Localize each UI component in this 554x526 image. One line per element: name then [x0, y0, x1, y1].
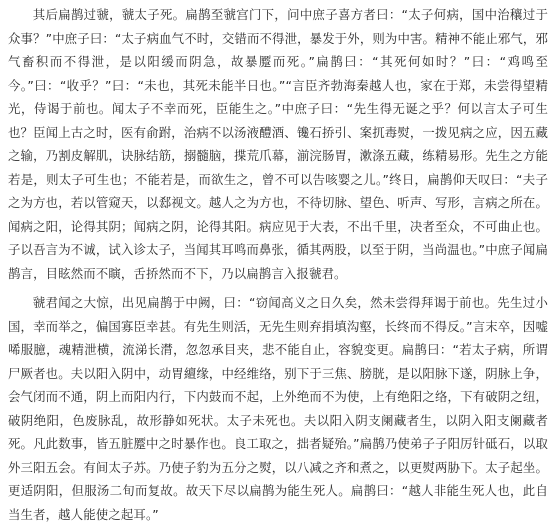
- paragraph-1: 其后扁鹊过虢，虢太子死。扁鹊至虢宫门下，问中庶子喜方者曰：“太子何病，国中治穰过于众事？”中庶子曰：“太子病血气不时，交错而不得泄，暴发于外，则为中害。精神不能止邪气，邪气畜积而不得泄，是以阳缓而阴急，故暴蹷而死。”扁鹊曰：“其死何如时？”曰：“鸡鸣至今。”曰：“收乎？”曰：“未也，其死未能半日也。”“言臣齐勃海秦越人也，家在于郑，未尝得望精光，侍谒于前也。闻太子不幸而死，臣能生之。”中庶子曰：“先生得无诞之乎？何以言太子可生也？臣闻上古之时，医有俞跗，治病不以汤液醴酒、镵石挢引、案扤毒熨，一拨见病之应，因五藏之输，乃割皮解肌，诀脉结筋，搦髓脑，揲荒爪幕，湔浣肠胃，漱涤五藏，练精易形。先生之方能若是，则太子可生也；不能若是，而欲生之，曾不可以告咳婴之儿。”终日，扁鹊仰天叹曰：“夫子之为方也，若以管窥天，以郄视文。越人之为方也，不待切脉、望色、听声、写形，言病之所在。闻病之阳，论得其阴；闻病之阴，论得其阳。病应见于大表，不出千里，决者至众，不可曲止也。子以吾言为不诚，试入诊太子，当闻其耳鸣而鼻张，循其两股，以至于阴，当尚温也。”中庶子闻扁鹊言，目眩然而不瞚，舌挢然而不下，乃以扁鹊言入报虢君。: [8, 7, 548, 281]
- paragraph-2: 虢君闻之大惊，出见扁鹊于中阙，曰：“窃闻高义之日久矣，然未尝得拜谒于前也。先生过小国，幸而举之，偏国寡臣幸甚。有先生则活，无先生则弃捐填沟壑，长终而不得反。”言末卒，因嘘唏服臆，魂精泄横，流涕长潸，忽忽承目夹，悲不能自止，容貌变更。扁鹊曰：“若太子病，所谓尸厥者也。夫以阳入阴中，动胃繵缘，中经维络，别下于三焦、膀胱，是以阳脉下遂，阴脉上争，会气闭而不通，阴上而阳内行，下内鼓而不起，上外绝而不为使，上有绝阳之络，下有破阴之纽，破阴绝阳，色废脉乱，故形静如死状。太子未死也。夫以阳入阴支阑藏者生，以阴入阳支阑藏者死。凡此数事，皆五脏蹷中之时暴作也。良工取之，拙者疑殆。”扁鹊乃使弟子子阳厉针砥石，以取外三阳五会。有间太子苏。乃使子豹为五分之熨，以八减之齐和煮之，以更熨两胁下。太子起坐。更适阴阳，但服汤二旬而复故。故天下尽以扁鹊为能生死人。扁鹊曰：“越人非能生死人也，此自当生者，越人能使之起耳。”: [8, 295, 548, 522]
